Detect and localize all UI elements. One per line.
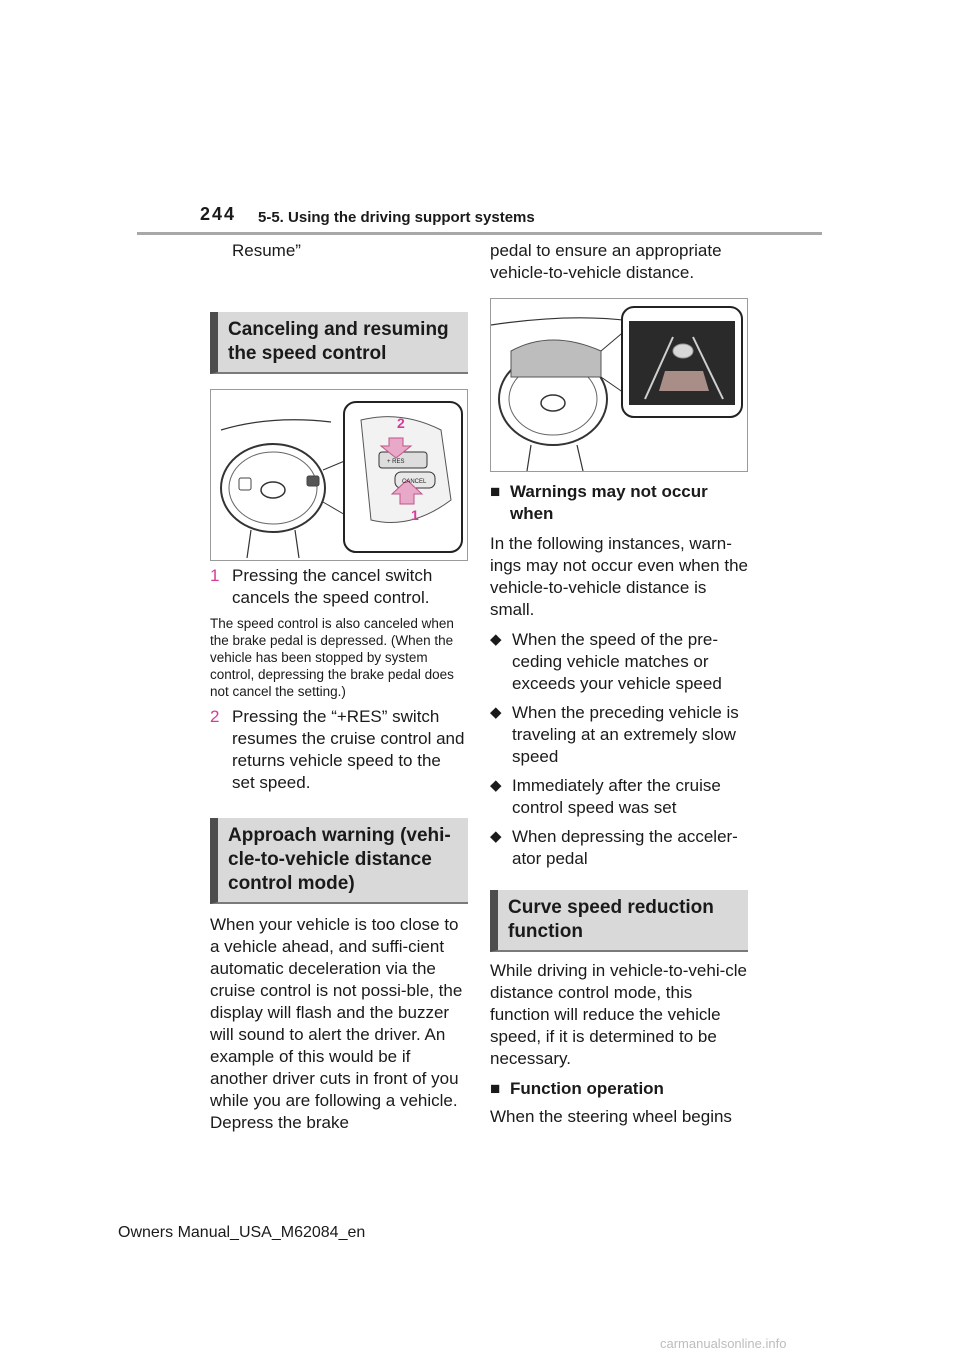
warnings-intro: In the following instances, warn-ings may not occur even when the vehicle-to-vehicle distance is small. — [490, 534, 748, 619]
diamond-bullet-icon: ◆ — [490, 777, 502, 794]
header-rule — [137, 232, 822, 235]
steering-wheel-switch-illustration — [211, 390, 467, 560]
heading-curve-speed-reduction: Curve speed reduction function — [490, 890, 748, 952]
continued-text: Resume” — [232, 241, 301, 260]
display-figure — [490, 298, 748, 472]
continued-text-right: pedal to ensure an appropriate vehicle-to-vehicle distance. — [490, 241, 722, 282]
warnings-subheading — [490, 481, 748, 525]
callout-2: 2 — [397, 415, 405, 431]
step-1 — [210, 565, 468, 609]
approach-text: When your vehicle is too close to a vehicle ahead, and suffi-cient automatic deceleration via the cruise control is not possi-ble, the display will flash and the buzzer will sound to alert the driver. An example of this would be if another driver cuts in front of you while you are following a vehicle. Depress the brake — [210, 915, 463, 1132]
function-operation-text: Function operation — [510, 1079, 664, 1098]
footer-text: Owners Manual_USA_M62084_en — [118, 1224, 366, 1241]
diamond-bullet-icon: ◆ — [490, 631, 502, 648]
bullet-item — [490, 826, 748, 870]
callout-1: 1 — [411, 507, 419, 523]
bullet-text: Immediately after the cruise control speed was set — [512, 776, 721, 817]
step-2 — [210, 706, 468, 794]
bullet-item — [490, 775, 748, 819]
res-switch-label: + RES — [387, 459, 405, 465]
function-operation-subheading — [490, 1078, 748, 1100]
warnings-subheading-text: Warnings may not occur when — [510, 482, 708, 523]
step-2-number: 2 — [210, 707, 220, 726]
bullet-text: When the speed of the pre-ceding vehicle matches or exceeds your vehicle speed — [512, 630, 722, 693]
right-column — [490, 240, 748, 1128]
bullet-item — [490, 629, 748, 695]
function-text: When the steering wheel begins — [490, 1107, 732, 1126]
page-number: 244 — [200, 204, 237, 224]
bullet-text: When the preceding vehicle is traveling at an extremely slow speed — [512, 703, 739, 766]
bullet-text: When depressing the acceler-ator pedal — [512, 827, 738, 868]
diamond-bullet-icon: ◆ — [490, 828, 502, 845]
section-title: 5-5. Using the driving support systems — [258, 209, 535, 226]
diamond-bullet-icon: ◆ — [490, 704, 502, 721]
bullet-item — [490, 702, 748, 768]
approach-warning-display-illustration — [491, 299, 747, 471]
curve-text: While driving in vehicle-to-vehi-cle distance control mode, this function will reduce the vehicle speed, if it is determined to be necessary. — [490, 961, 747, 1068]
square-bullet-icon: ■ — [490, 482, 501, 501]
step-2-text: Pressing the “+RES” switch resumes the cruise control and returns vehicle speed to the set speed. — [232, 707, 465, 792]
watermark: carmanualsonline.info — [660, 1336, 787, 1351]
cancel-note: The speed control is also canceled when the brake pedal is depressed. (When the vehicle has been stopped by system control, depressing the brake pedal does not cancel the setting.) — [210, 616, 454, 699]
cruise-switch-figure — [210, 389, 468, 561]
step-1-text: Pressing the cancel switch cancels the speed control. — [232, 566, 433, 607]
heading-canceling-resuming: Canceling and resuming the speed control — [210, 312, 468, 374]
square-bullet-icon: ■ — [490, 1079, 501, 1098]
step-1-number: 1 — [210, 566, 220, 585]
left-column — [210, 240, 468, 1134]
cancel-switch-label: CANCEL — [402, 479, 427, 485]
heading-approach-warning: Approach warning (vehi-cle-to-vehicle distance control mode) — [210, 818, 468, 904]
